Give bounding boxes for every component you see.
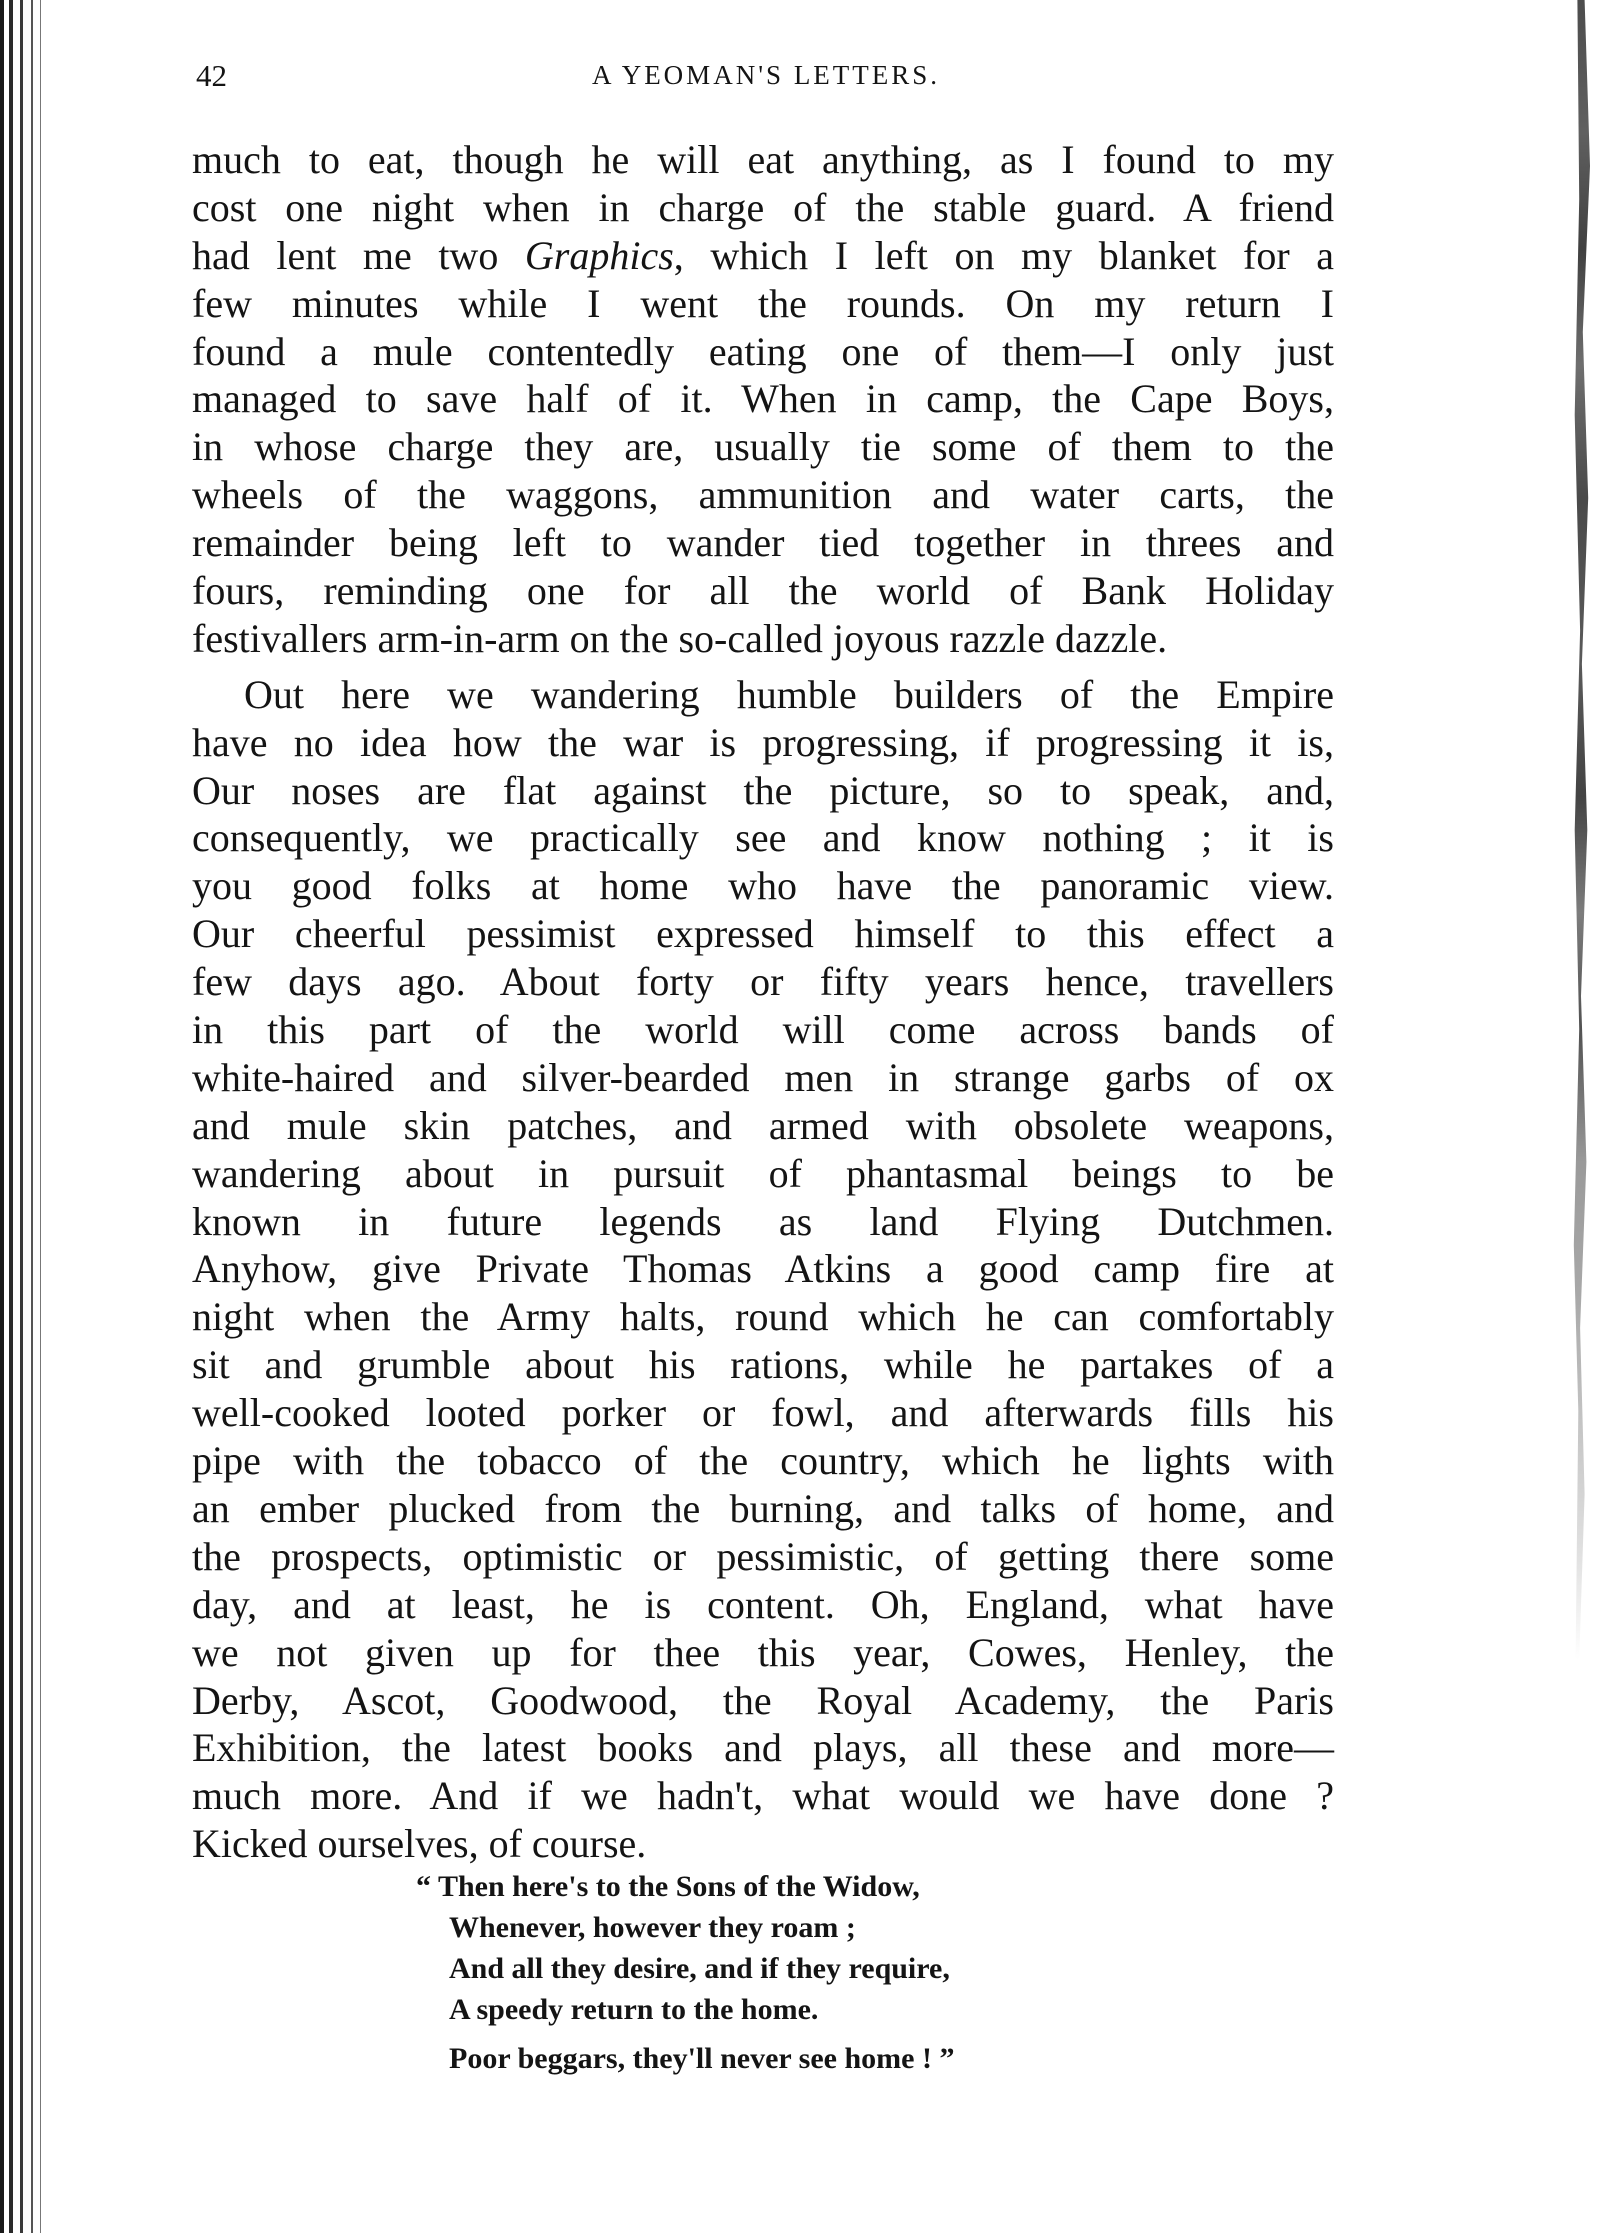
text-line: found a mule contentedly eating one of them—I only just (192, 328, 1334, 374)
text-line: managed to save half of it. When in camp, the Cape Boys, (192, 376, 1334, 422)
text-line: Anyhow, give Private Thomas Atkins a good camp fire at (192, 1246, 1334, 1292)
text-line: in whose charge they are, usually tie some of them to the (192, 424, 1334, 470)
text-line: you good folks at home who have the panoramic view. (192, 863, 1334, 909)
poem-line: “ Then here's to the Sons of the Widow, (416, 1870, 920, 1903)
page-header (196, 52, 1336, 112)
text-line: fours, reminding one for all the world of Bank Holiday (192, 568, 1334, 614)
poem-line: Whenever, however they roam ; (449, 1911, 856, 1944)
text-line: well-cooked looted porker or fowl, and afterwards fills his (192, 1390, 1334, 1436)
text-line: Kicked ourselves, of course. (192, 1821, 647, 1867)
text-line: remainder being left to wander tied together in threes and (192, 520, 1334, 566)
text-line: wandering about in pursuit of phantasmal beings to be (192, 1150, 1334, 1196)
poem-line: And all they desire, and if they require, (449, 1952, 950, 1985)
paragraph (192, 671, 1334, 1868)
text-line: in this part of the world will come across bands of (192, 1007, 1334, 1053)
text-line: have no idea how the war is progressing, if progressing it is, (192, 719, 1334, 765)
text-line: Exhibition, the latest books and plays, all these and more— (192, 1725, 1334, 1771)
text-line: cost one night when in charge of the stable guard. A friend (192, 184, 1334, 230)
text-line: we not given up for thee this year, Cowes, Henley, the (192, 1629, 1334, 1675)
text-line: known in future legends as land Flying Dutchmen. (192, 1198, 1334, 1244)
text-line: an ember plucked from the burning, and talks of home, and (192, 1485, 1334, 1531)
book-binding-edge (0, 0, 52, 2233)
text-line: sit and grumble about his rations, while he partakes of a (192, 1342, 1334, 1388)
text-line: few minutes while I went the rounds. On my return I (192, 280, 1334, 326)
text-line: Out here we wandering humble builders of the Empire (244, 671, 1334, 717)
poem-line: A speedy return to the home. (449, 1993, 819, 2026)
text-line: white-haired and silver-bearded men in strange garbs of ox (192, 1054, 1334, 1100)
running-head: A YEOMAN'S LETTERS. (591, 60, 941, 90)
text-line: pipe with the tobacco of the country, which he lights with (192, 1438, 1334, 1484)
text-line: Derby, Ascot, Goodwood, the Royal Academy, the Paris (192, 1677, 1334, 1723)
italic-title: Graphics (524, 232, 674, 278)
text-line: wheels of the waggons, ammunition and water carts, the (192, 472, 1334, 518)
text-line: much to eat, though he will eat anything, as I found to my (192, 137, 1334, 182)
text-line: few days ago. About forty or fifty years hence, travellers (192, 959, 1334, 1005)
body-text (192, 136, 1334, 1868)
page-number: 42 (196, 58, 227, 93)
text-line-with-italic: had lent me two Graphics, which I left on my blanket for a (192, 232, 1334, 278)
text-line: festivallers arm-in-arm on the so-called joyous razzle dazzle. (192, 615, 1168, 661)
page-edge-shadow (1572, 0, 1590, 1660)
paragraph (192, 136, 1334, 663)
poem-verse (416, 1866, 1116, 2079)
text-line: day, and at least, he is content. Oh, England, what have (192, 1581, 1334, 1627)
poem-line: Poor beggars, they'll never see home ! ” (449, 2042, 955, 2075)
text-line: consequently, we practically see and know nothing ; it is (192, 815, 1334, 861)
text-line: Our noses are flat against the picture, so to speak, and, (192, 767, 1334, 813)
text-line: Our cheerful pessimist expressed himself to this effect a (192, 911, 1334, 957)
text-line: and mule skin patches, and armed with obsolete weapons, (192, 1102, 1334, 1148)
text-line: the prospects, optimistic or pessimistic, of getting there some (192, 1533, 1334, 1579)
text-line: night when the Army halts, round which he can comfortably (192, 1294, 1334, 1340)
text-line: much more. And if we hadn't, what would we have done ? (192, 1773, 1334, 1819)
